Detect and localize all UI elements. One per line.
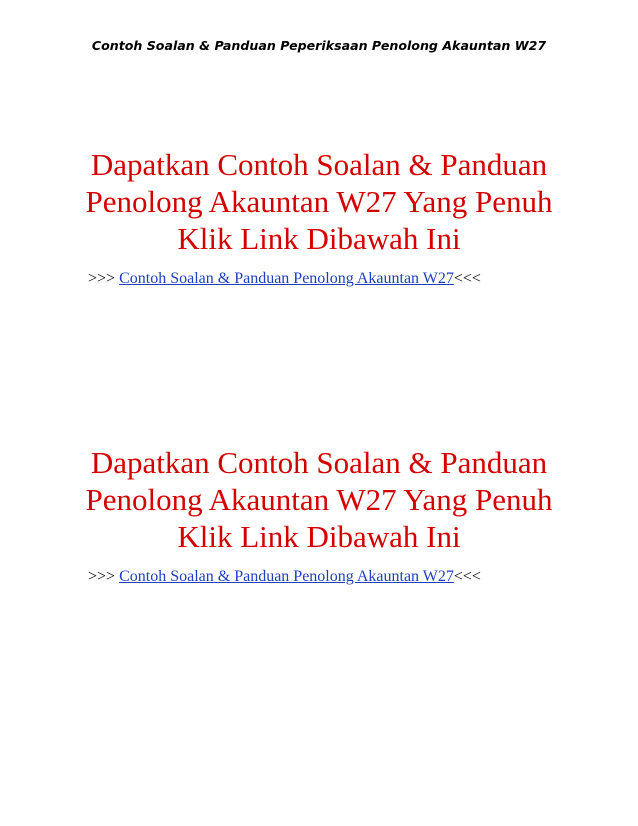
- promo-heading: Dapatkan Contoh Soalan & Panduan Penolong Akauntan W27 Yang Penuh Klik Link Dibawah Ini: [85, 147, 553, 256]
- promo-block-1: [0, 146, 638, 289]
- promo-heading: Dapatkan Contoh Soalan & Panduan Penolong Akauntan W27 Yang Penuh Klik Link Dibawah Ini: [85, 445, 553, 554]
- link-prefix: >>>: [88, 270, 120, 287]
- link-suffix: <<<: [453, 568, 481, 585]
- link-line: [0, 269, 638, 289]
- page-header: Contoh Soalan & Panduan Peperiksaan Penolong Akauntan W27: [91, 38, 547, 53]
- promo-block-2: [0, 444, 638, 587]
- download-link[interactable]: Contoh Soalan & Panduan Penolong Akauntan W27: [119, 568, 454, 585]
- link-prefix: >>>: [88, 568, 120, 585]
- download-link[interactable]: Contoh Soalan & Panduan Penolong Akauntan W27: [119, 270, 454, 287]
- link-suffix: <<<: [453, 270, 481, 287]
- link-line: [0, 567, 638, 587]
